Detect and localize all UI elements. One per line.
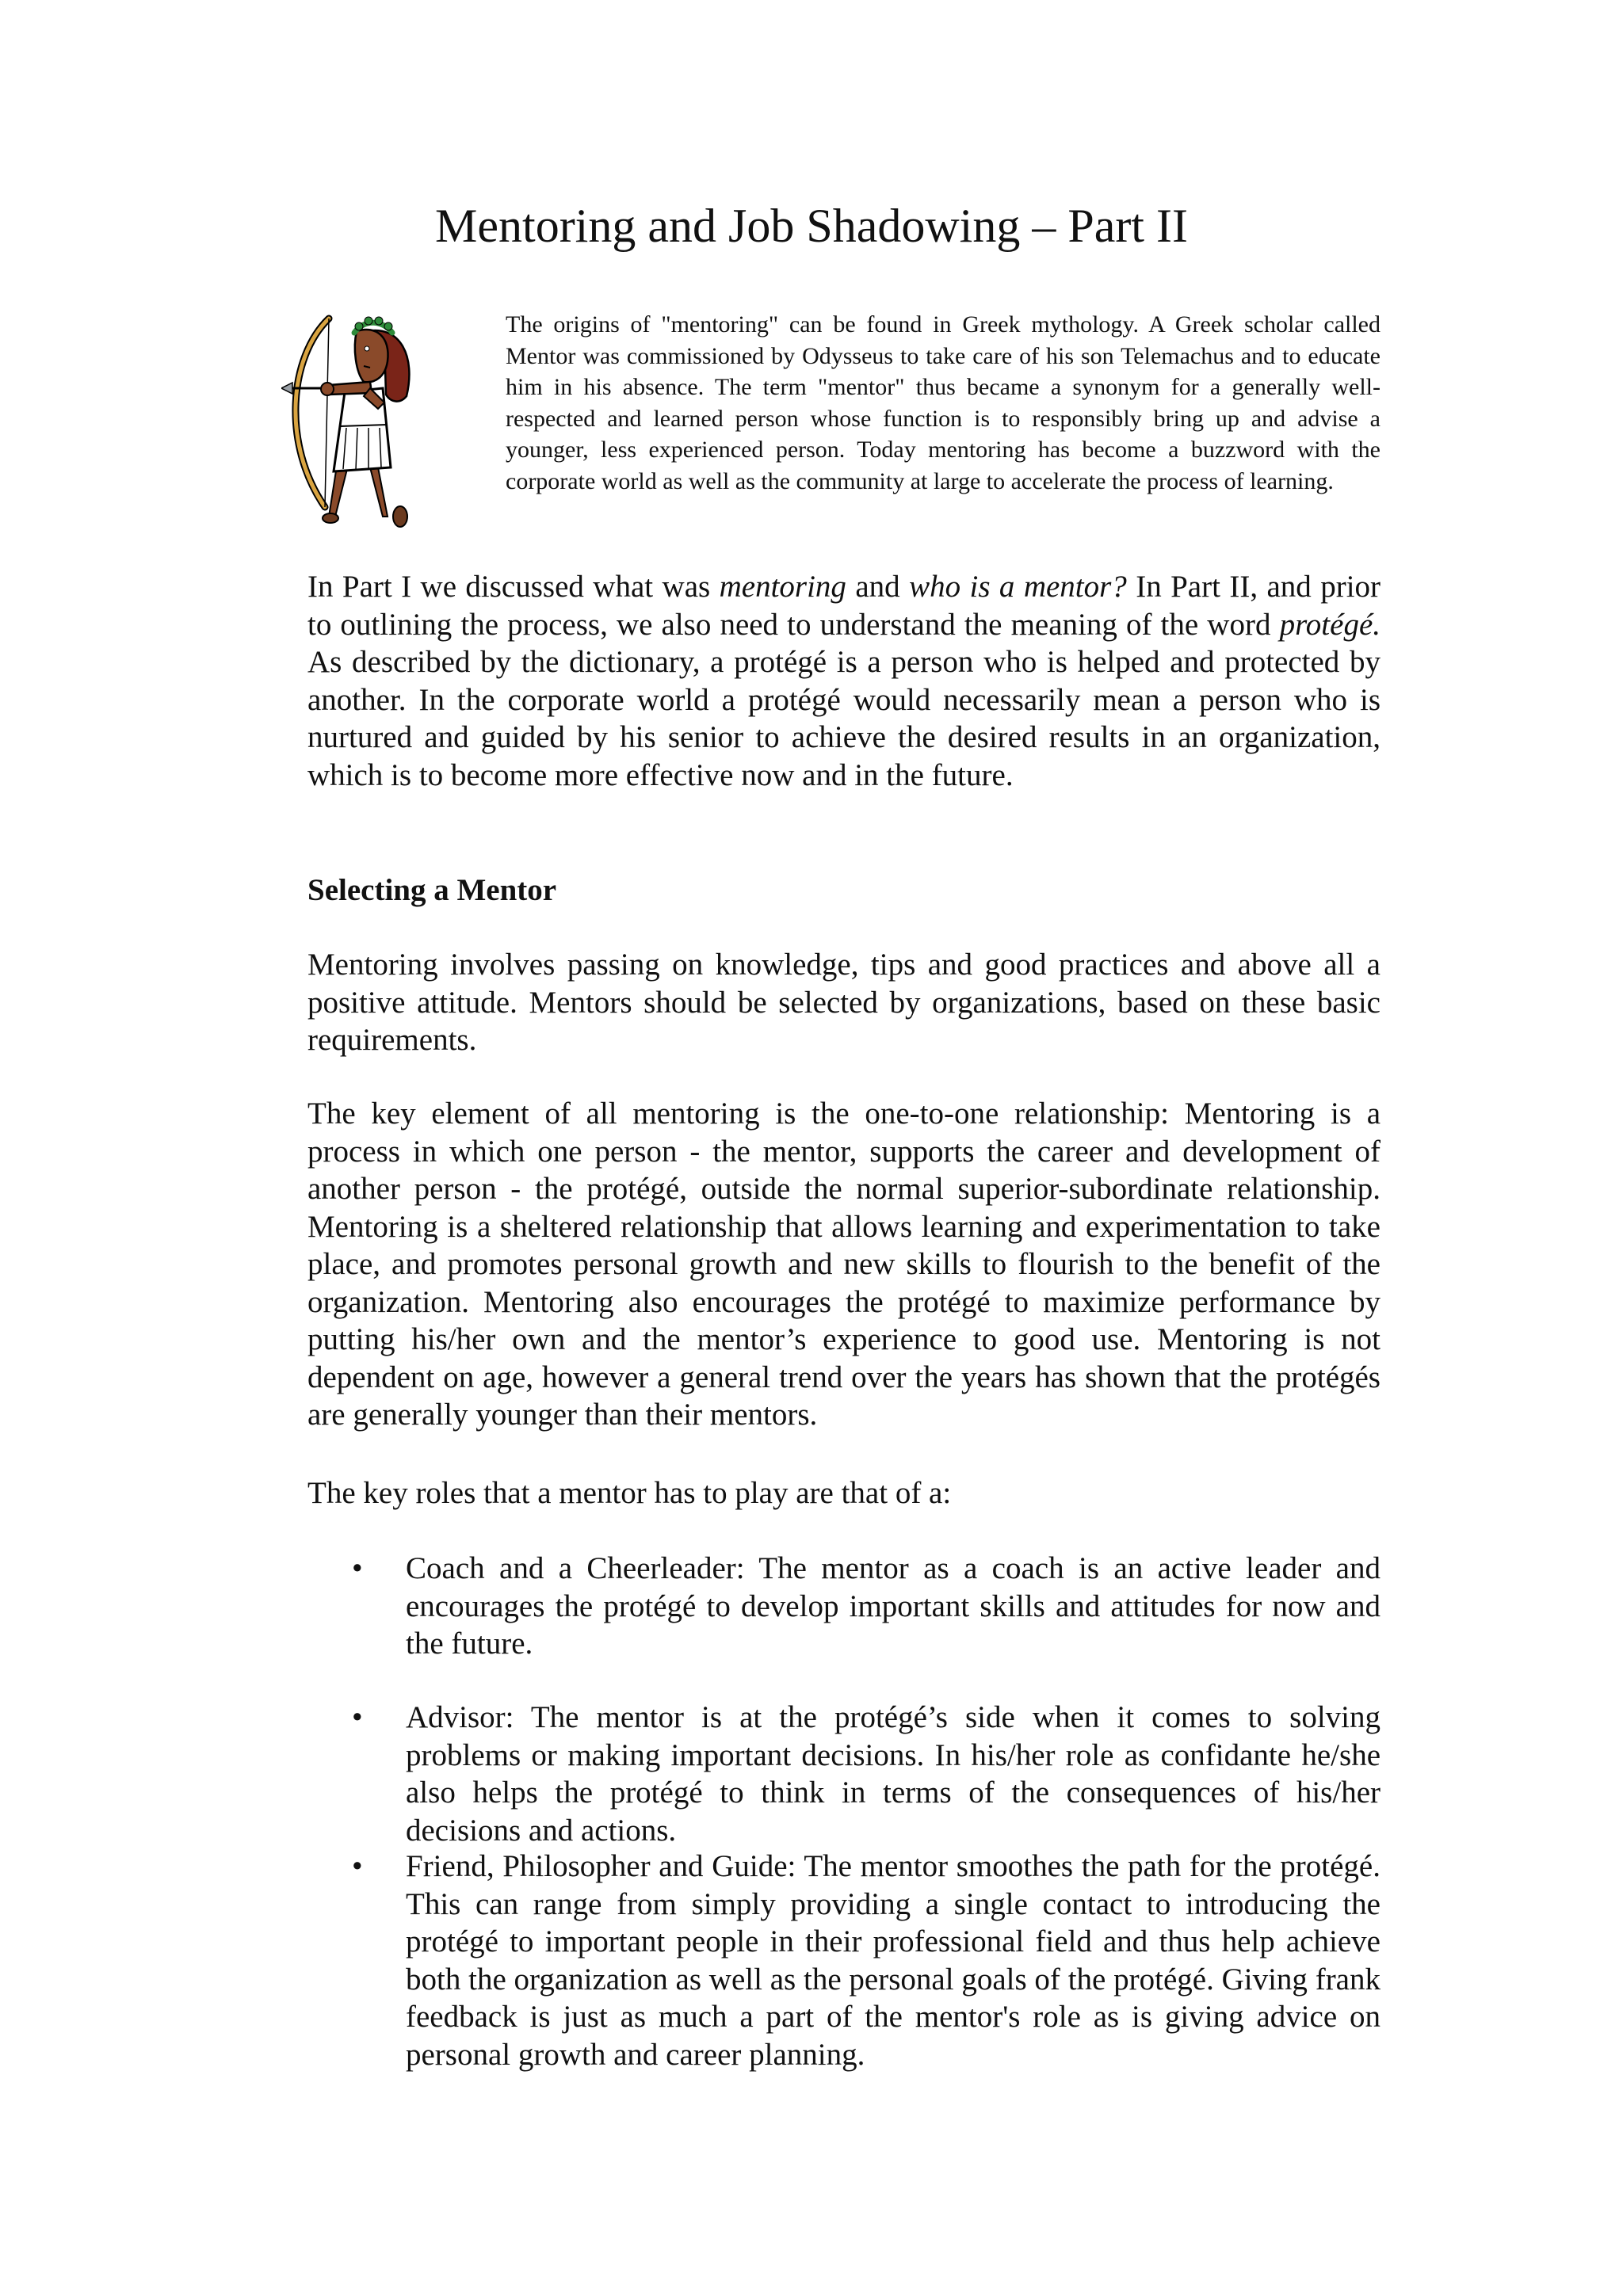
archer-head — [355, 330, 388, 382]
paragraph-mentoring-involves: Mentoring involves passing on knowledge, tips and good practices and above all a positive attitude. Mentors should be selected by organizations, based on these basic requirements. — [307, 948, 1381, 1057]
archer-eye — [365, 346, 369, 351]
para1-text-4: As described by the dictionary, a protégé is a person who is helped and protected by another. In the corporate world a protégé would necessarily mean a person who is nurtured and guided by his senior to achieve the desired results in an organization, which is to become more effective now and in the future. — [307, 645, 1381, 792]
para1-text-2: and — [846, 570, 910, 604]
archer-front-leg — [329, 466, 348, 517]
para1-text-1: In Part I we discussed what was — [307, 570, 720, 604]
greek-archer-illustration — [281, 309, 440, 539]
para1-em-protege: protégé. — [1279, 607, 1381, 642]
paragraph-protege-definition — [307, 568, 1381, 794]
archer-sandal-back — [393, 506, 407, 527]
paragraph-key-element: The key element of all mentoring is the one-to-one relationship: Mentoring is a process in which one person - the mentor, supports the career and development of another person - the protégé, outside the normal superior-subordinate relationship. Mentoring is a sheltered relationship that allows learning and experimentation to take place, and promotes personal growth and new skills to flourish to the benefit of the organization. Mentoring also encourages the protégé to maximize performance by putting his/her own and the mentor’s experience to good use. Mentoring is not dependent on age, however a general trend over the years has shown that the protégés are generally younger than their mentors. — [307, 1097, 1381, 1432]
arrow-tip — [281, 383, 292, 394]
para1-em-mentoring: mentoring — [719, 570, 846, 604]
bullet-dot: • — [352, 1849, 363, 1883]
para1-text-3: In Part II, and prior to outlining the process, we also need to understand the meaning of the word — [307, 570, 1381, 642]
section-heading-selecting-mentor: Selecting a Mentor — [307, 873, 557, 907]
bullet-text: Advisor: The mentor is at the protégé’s side when it comes to solving problems or making important decisions. In his/her role as confidante he/she also helps the protégé to think in terms of the consequences of his/her decisions and actions. — [406, 1700, 1381, 1848]
bullet-text: Coach and a Cheerleader: The mentor as a coach is an active leader and encourages the protégé to develop important skills and attitudes for now and the future. — [406, 1551, 1381, 1661]
document-title: Mentoring and Job Shadowing – Part II — [435, 200, 1188, 252]
bullet-dot: • — [352, 1551, 363, 1585]
intro-paragraph: The origins of "mentoring" can be found in Greek mythology. A Greek scholar called Mentor was commissioned by Odysseus to take care of his son Telemachus and to educate him in his absence. The term "mentor" thus became a synonym for a generally well-respected and learned person whose function is to responsibly bring up and advise a younger, less experienced person. Today mentoring has become a buzzword with the corporate world as well as the community at large to accelerate the process of learning. — [506, 311, 1381, 494]
archer-arm — [329, 382, 372, 395]
bow-shape — [296, 318, 329, 507]
archer-sandal-front — [323, 513, 338, 523]
archer-hand — [321, 383, 334, 395]
paragraph-key-roles: The key roles that a mentor has to play are that of a: — [307, 1476, 952, 1510]
bow-string — [325, 318, 329, 507]
bullet-text: Friend, Philosopher and Guide: The mentor smoothes the path for the protégé. This can range from simply providing a single contact to introducing the protégé to important people in their professional field and thus help achieve both the organization as well as the personal goals of the protégé. Giving frank feedback is just as much a part of the mentor's role as is giving advice on personal growth and career planning. — [406, 1849, 1381, 2072]
bullet-dot: • — [352, 1700, 363, 1734]
para1-em-who-is-mentor: who is a mentor? — [909, 570, 1127, 604]
archer-back-leg — [370, 467, 388, 517]
